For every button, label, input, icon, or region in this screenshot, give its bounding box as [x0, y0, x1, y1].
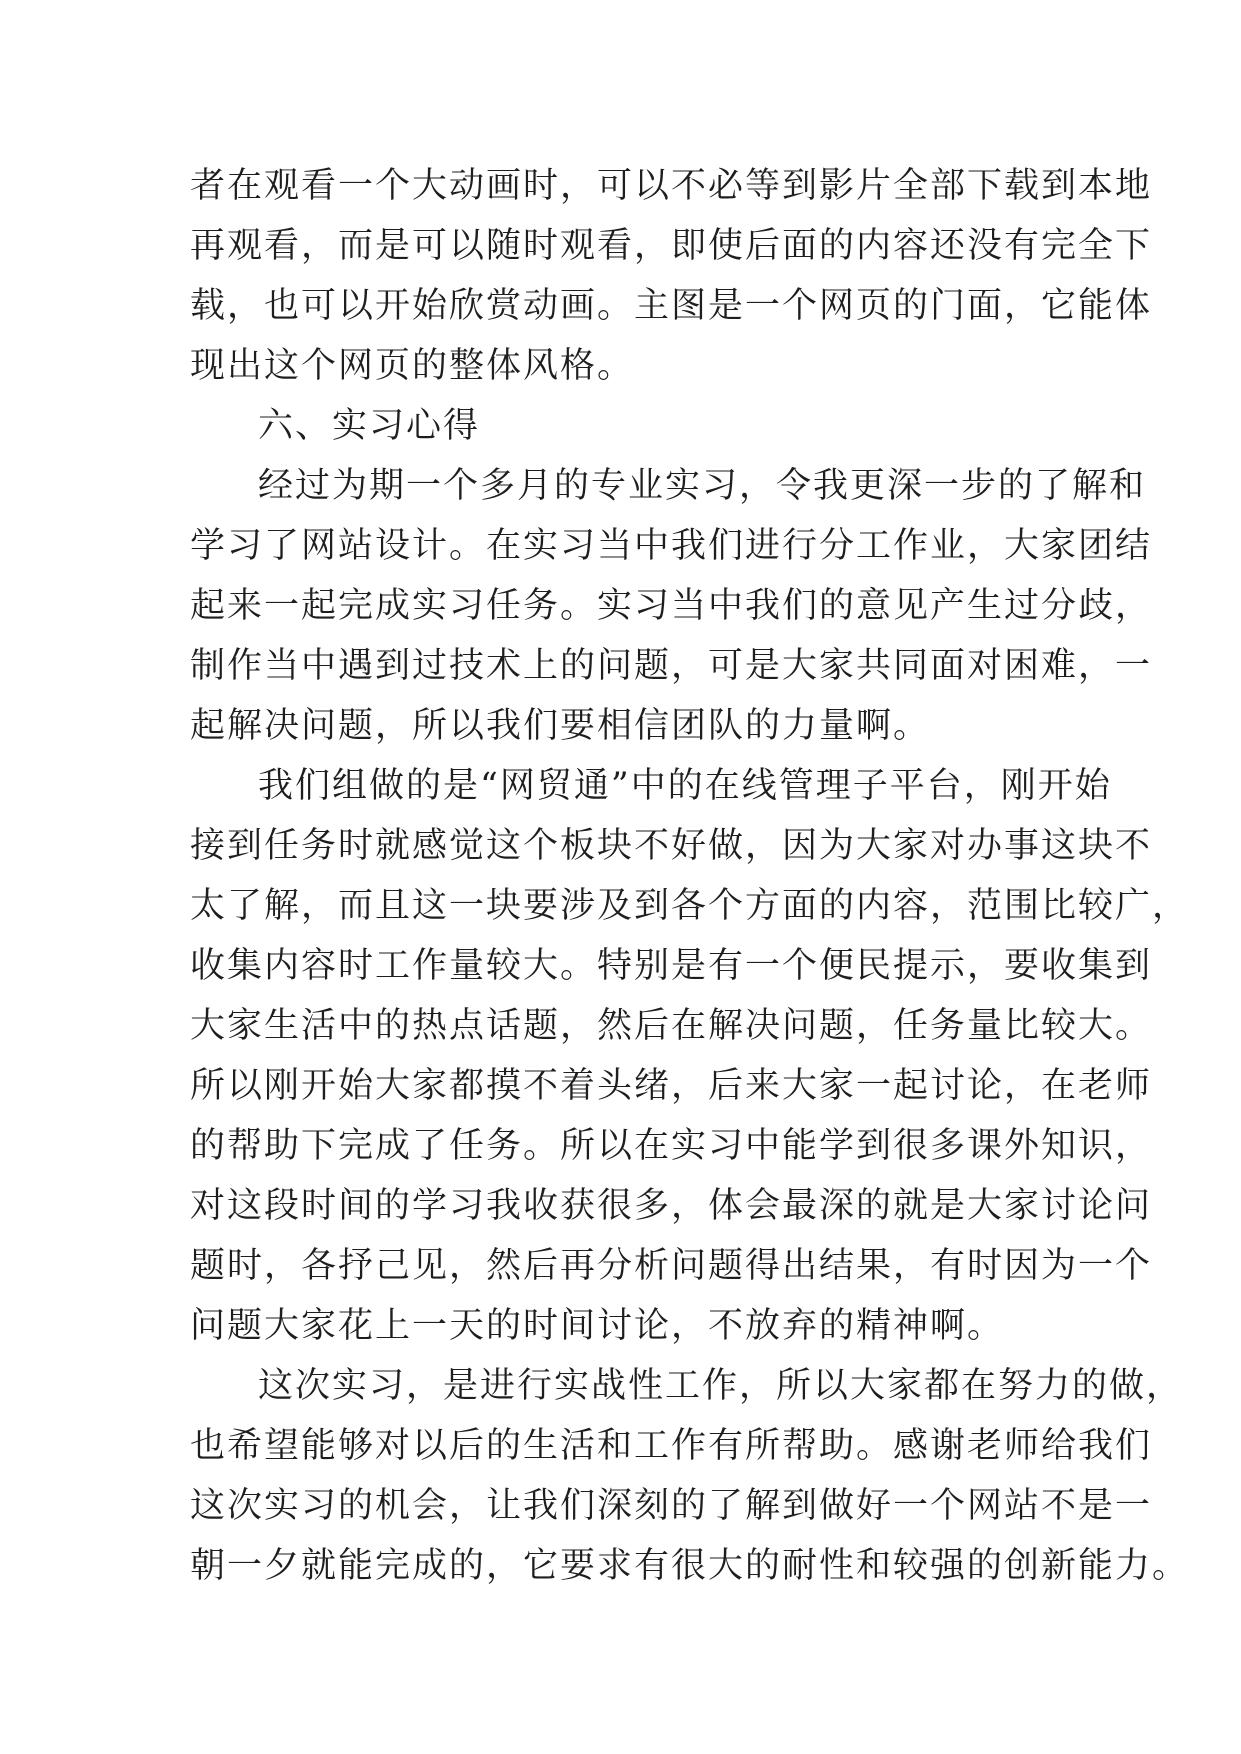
paragraph-first-line: 经过为期一个多月的专业实习，令我更深一步的了解和 — [258, 466, 1147, 506]
text-line: 这次实习的机会，让我们深刻的了解到做好一个网站不是一 — [190, 1486, 1153, 1526]
text-line: 收集内容时工作量较大。特别是有一个便民提示，要收集到 — [190, 946, 1153, 986]
text-line: 对这段时间的学习我收获很多，体会最深的就是大家讨论问 — [190, 1186, 1153, 1226]
text-line: 题时，各抒己见，然后再分析问题得出结果，有时因为一个 — [190, 1246, 1153, 1286]
paragraph-first-line: 六、实习心得 — [258, 406, 481, 446]
paragraph-first-line: 这次实习，是进行实战性工作，所以大家都在努力的做， — [258, 1366, 1184, 1406]
text-line: 的帮助下完成了任务。所以在实习中能学到很多课外知识， — [190, 1126, 1153, 1166]
text-line: 大家生活中的热点话题，然后在解决问题，任务量比较大。 — [190, 1006, 1153, 1046]
text-line: 问题大家花上一天的时间讨论，不放弃的精神啊。 — [190, 1306, 1005, 1346]
text-line: 起来一起完成实习任务。实习当中我们的意见产生过分歧， — [190, 586, 1153, 626]
text-line: 太了解，而且这一块要涉及到各个方面的内容，范围比较广， — [190, 886, 1190, 926]
text-line: 再观看，而是可以随时观看，即使后面的内容还没有完全下 — [190, 226, 1153, 266]
text-line: 现出这个网页的整体风格。 — [190, 346, 635, 386]
text-line: 也希望能够对以后的生活和工作有所帮助。感谢老师给我们 — [190, 1426, 1153, 1466]
text-line: 学习了网站设计。在实习当中我们进行分工作业，大家团结 — [190, 526, 1153, 566]
text-line: 朝一夕就能完成的，它要求有很大的耐性和较强的创新能力。 — [190, 1546, 1190, 1586]
text-line: 起解决问题，所以我们要相信团队的力量啊。 — [190, 706, 931, 746]
document-body — [190, 156, 1190, 1596]
text-line: 所以刚开始大家都摸不着头绪，后来大家一起讨论，在老师 — [190, 1066, 1153, 1106]
paragraph-first-line: 我们组做的是“网贸通”中的在线管理子平台，刚开始 — [258, 766, 1112, 806]
text-line: 接到任务时就感觉这个板块不好做，因为大家对办事这块不 — [190, 826, 1153, 866]
text-line: 载，也可以开始欣赏动画。主图是一个网页的门面，它能体 — [190, 286, 1153, 326]
text-line: 者在观看一个大动画时，可以不必等到影片全部下载到本地 — [190, 166, 1153, 206]
text-line: 制作当中遇到过技术上的问题，可是大家共同面对困难，一 — [190, 646, 1153, 686]
